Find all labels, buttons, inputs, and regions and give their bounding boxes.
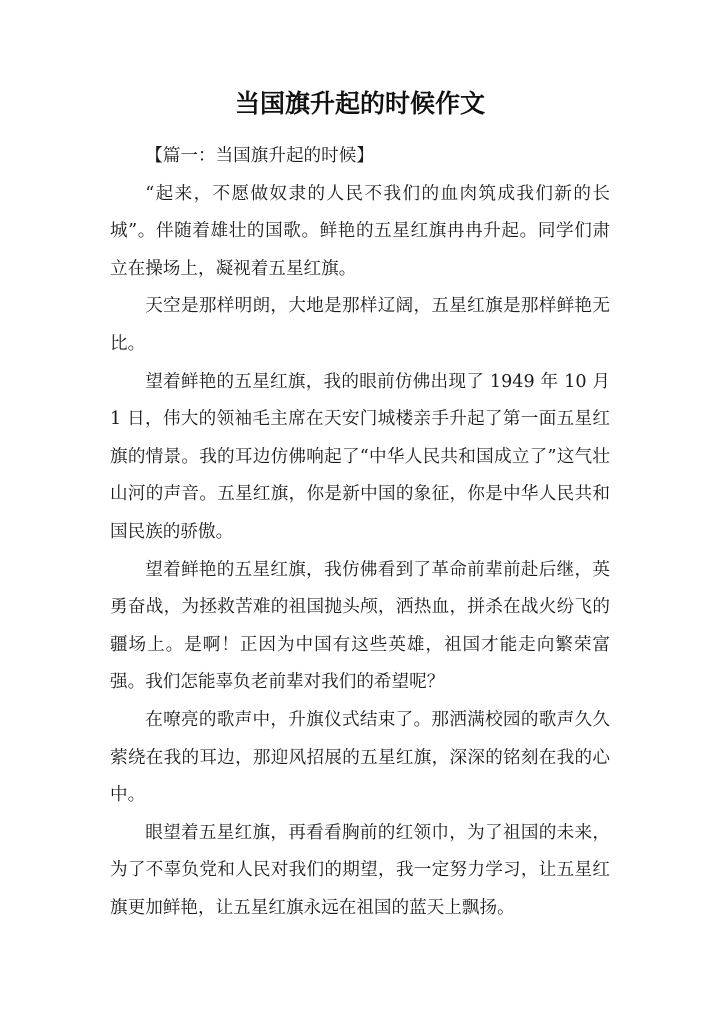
paragraph-5: 在嘹亮的歌声中，升旗仪式结束了。那洒满校园的歌声久久萦绕在我的耳边，那迎风招展的五星红旗，深深的铭刻在我的心中。	[110, 709, 610, 806]
section-heading: 【篇一：当国旗升起的时候】	[145, 146, 374, 166]
paragraph-1: “起来，不愿做奴隶的人民不我们的血肉筑成我们新的长城”。伴随着雄壮的国歌。鲜艳的五星红旗冉冉升起。同学们肃立在操场上，凝视着五星红旗。	[110, 183, 610, 279]
document-title: 当国旗升起的时候作文	[234, 89, 485, 118]
paragraph-4: 望着鲜艳的五星红旗，我仿佛看到了革命前辈前赴后继，英勇奋战，为拯救苦难的祖国抛头颅，洒热血，拼杀在战火纷飞的疆场上。是啊！正因为中国有这些英雄，祖国才能走向繁荣富强。我们怎能辜负老前辈对我们的希望呢？	[110, 559, 610, 693]
paragraph-6: 眼望着五星红旗，再看看胸前的红领巾，为了祖国的未来，为了不辜负党和人民对我们的期望，我一定努力学习，让五星红旗更加鲜艳，让五星红旗永远在祖国的蓝天上飘扬。	[110, 822, 610, 918]
paragraph-3: 望着鲜艳的五星红旗，我的眼前仿佛出现了 1949 年 10 月 1 日，伟大的领袖毛主席在天安门城楼亲手升起了第一面五星红旗的情景。我的耳边仿佛响起了“中华人民共和国成立了”这气壮山河的声音。五星红旗，你是新中国的象征，你是中华人民共和国民族的骄傲。	[110, 371, 610, 542]
paragraph-2: 天空是那样明朗，大地是那样辽阔，五星红旗是那样鲜艳无比。	[110, 296, 610, 354]
document-body	[110, 138, 610, 927]
